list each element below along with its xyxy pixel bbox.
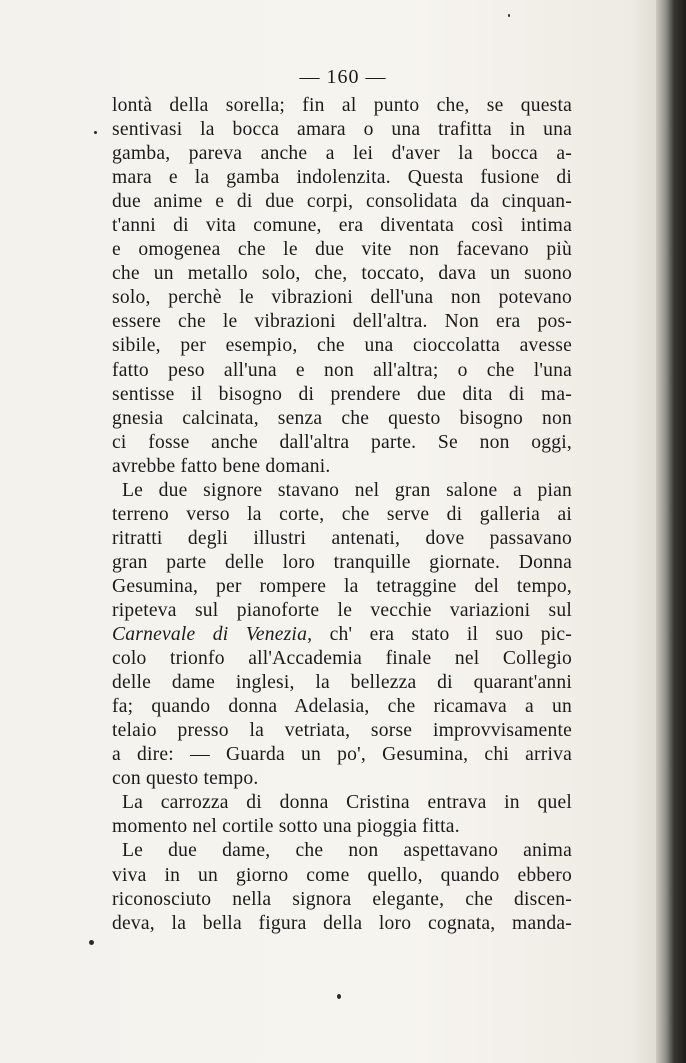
text-line: gnesia calcinata, senza che questo bisogno non — [112, 407, 572, 429]
text-line: mara e la gamba indolenzita. Questa fusione di — [112, 167, 572, 189]
text-line: ci fosse anche dall'altra parte. Se non oggi, — [112, 431, 572, 453]
text-line-rest: ch' era stato il suo pic- — [329, 624, 573, 646]
book-spine-shadow — [656, 0, 686, 1063]
text-line: colo trionfo all'Accademia finale nel Collegio — [112, 648, 572, 670]
text-line: t'anni di vita comune, era diventata così intima — [112, 215, 572, 237]
text-line: con questo tempo. — [112, 768, 259, 790]
text-line: essere che le vibrazioni dell'altra. Non era pos- — [112, 311, 572, 333]
text-line: La carrozza di donna Cristina entrava in quel — [122, 792, 572, 814]
body-text — [112, 94, 572, 936]
text-line: fatto peso all'una e non all'altra; o che l'una — [112, 359, 572, 381]
text-line: sentisse il bisogno di prendere due dita di ma- — [112, 383, 572, 405]
text-line: riconosciuto nella signora elegante, che discen- — [112, 888, 572, 910]
text-line: sibile, per esempio, che una cioccolatta avesse — [112, 335, 572, 357]
text-line: delle dame inglesi, la bellezza di quarant'anni — [112, 672, 572, 694]
text-line: due anime e di due corpi, consolidata da cinquan- — [112, 191, 572, 213]
text-line: a dire: — Guarda un po', Gesumina, chi arriva — [112, 744, 572, 766]
text-line: viva in un giorno come quello, quando ebbero — [112, 864, 572, 886]
text-line: Le due dame, che non aspettavano anima — [122, 840, 572, 862]
text-line: avrebbe fatto bene domani. — [112, 455, 331, 477]
scan-speck — [337, 994, 341, 999]
text-line: Gesumina, per rompere la tetraggine del tempo, — [112, 575, 572, 597]
text-line: ritratti degli illustri antenati, dove passavano — [112, 527, 572, 549]
text-line: telaio presso la vetriata, sorse improvvisamente — [112, 720, 572, 742]
scan-speck — [508, 14, 510, 17]
text-line: deva, la bella figura della loro cognata, manda- — [112, 912, 572, 934]
text-line: gamba, pareva anche a lei d'aver la bocca a- — [112, 143, 572, 165]
text-line: che un metallo solo, che, toccato, dava un suono — [112, 263, 572, 285]
scan-speck — [89, 940, 94, 945]
text-line: solo, perchè le vibrazioni dell'una non potevano — [112, 287, 572, 309]
text-line: Le due signore stavano nel gran salone a pian — [122, 479, 572, 501]
text-line: terreno verso la corte, che serve di galleria ai — [112, 503, 572, 525]
text-line: gran parte delle loro tranquille giornate. Donna — [112, 551, 572, 573]
italic-title: Carnevale di Venezia, — [112, 624, 313, 646]
page-number: — 160 — — [299, 66, 387, 88]
text-line: lontà della sorella; fin al punto che, se questa — [112, 95, 572, 116]
text-line: fa; quando donna Adelasia, che ricamava a un — [112, 696, 572, 718]
text-line-with-italic — [112, 623, 572, 647]
text-line: sentivasi la bocca amara o una trafitta in una — [112, 119, 572, 141]
text-line: momento nel cortile sotto una pioggia fitta. — [112, 816, 460, 838]
scan-speck — [94, 131, 97, 134]
text-line: e omogenea che le due vite non facevano più — [112, 239, 572, 261]
text-line: ripeteva sul pianoforte le vecchie variazioni sul — [112, 599, 572, 621]
